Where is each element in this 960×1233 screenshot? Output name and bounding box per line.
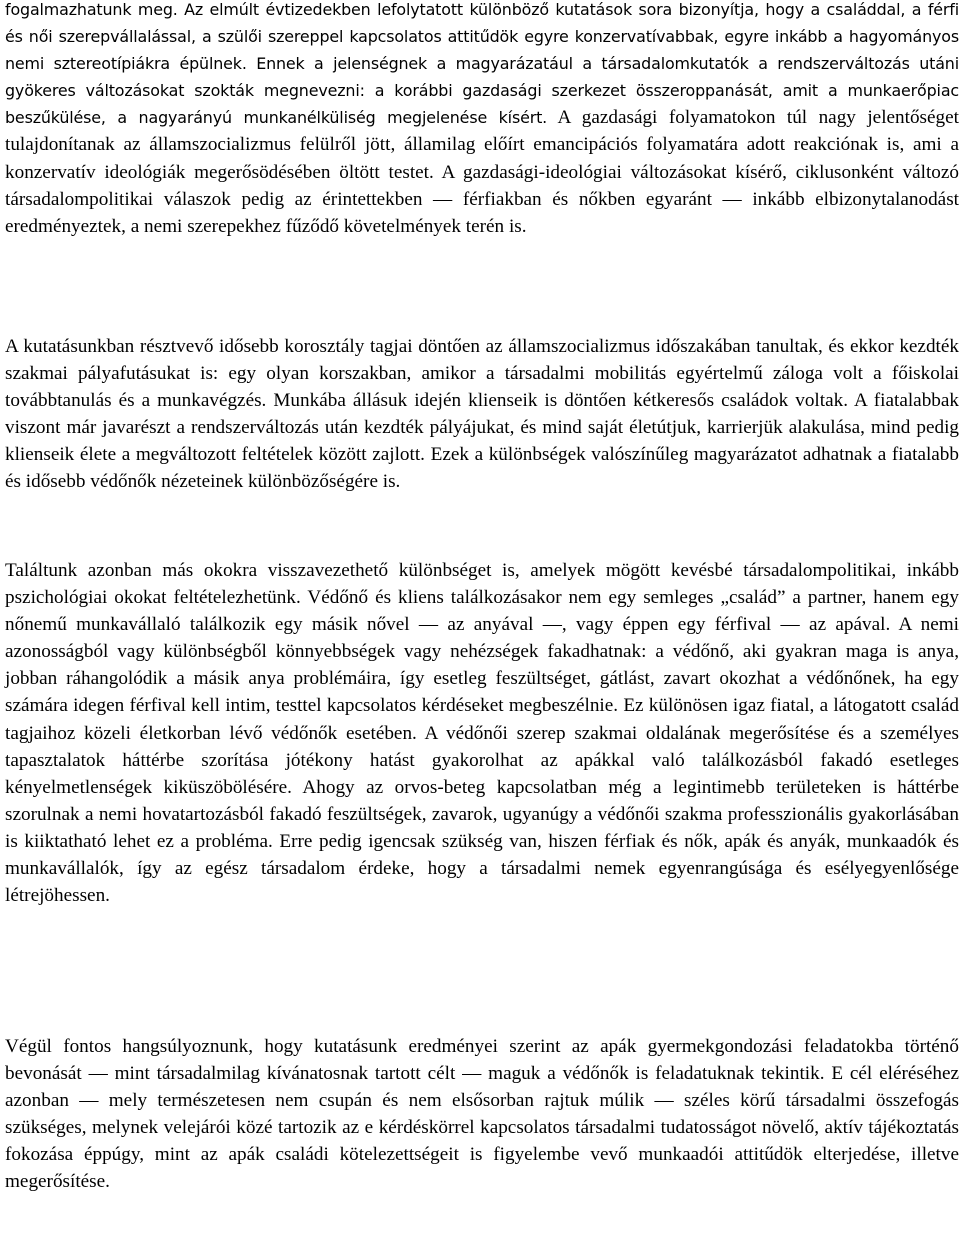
paragraph-1-serif-text: A gazdasági folyamatokon túl nagy jelentőséget tulajdonítanak az államszocializmus felülről jött, államilag előírt emancipációs folyamatára adott reakciónak is, ami a konzervatív ideológiák megerősödésében öltött testet. A gazdasági-ideológiai változásokat kísérő, ciklusonként változó társadalompolitikai válaszok pedig az érintettekben — férfiakban és nőkben egyaránt — inkább elbizonytalanodást eredményeztek, a nemi szerepekhez fűződő követelmények terén is. bbox=[5, 107, 959, 237]
paragraph-3: Találtunk azonban más okokra visszavezethető különbséget is, amelyek mögött kevésbé társadalompolitikai, inkább pszichológiai okokat feltételezhetünk. Védőnő és kliens találkozásakor nem egy semleges „család” a partner, hanem egy nőnemű munkavállaló találkozik egy másik nővel — az anyával —, vagy éppen egy férfival — az apával. A nemi azonosságból vagy különbségből könnyebbségek vagy nehézségek fakadhatnak: a védőnő, aki gyakran maga is anya, jobban ráhangolódik a másik anya problémáira, így esetleg feszültséget, gátlást, zavart okozhat a védőnőnek, ha egy számára idegen férfival kell intim, testtel kapcsolatos kérdéseket megbeszélnie. Ez különösen igaz fiatal, a látogatott család tagjaihoz közeli életkorban lévő védőnők esetében. A védőnői szerep szakmai oldalának megerősítése és a személyes tapasztalatok háttérbe szorítása jótékony hatást gyakorolhat az apákkal való találkozásból fakadó esetleges kényelmetlenségek kiküszöbölésére. Ahogy az orvos-beteg kapcsolatban még a legintimebb területeken is háttérbe szorulnak a nemi hovatartozásból fakadó feszültségek, zavarok, ugyanúgy a védőnői szakma professzionális gyakorlásában is kiiktatható lehet ez a probléma. Erre pedig igencsak szükség van, hiszen férfiak és nők, apák és anyák, munkaadók és munkavállalók, így az egész társadalom érdeke, hogy a társadalmi nemek egyenrangúsága és esélyegyenlősége létrejöhessen. bbox=[5, 560, 959, 907]
paragraph-1 bbox=[5, 0, 959, 240]
paragraph-1-sans-text: fogalmazhatunk meg. Az elmúlt évtizedekben lefolytatott különböző kutatások sora bizonyítja, hogy a családdal, a férfi és női szerepvállalással, a szülői szereppel kapcsolatos attitűdök egyre konzervatívabbak, egyre inkább a hagyományos nemi sztereotípiákra épülnek. Ennek a jelenségnek a magyarázatául a társadalomkutatók a rendszerváltozás utáni gyökeres változásokat szokták megnevezni: a korábbi gazdasági szerkezet összeroppanását, amit a munkaerőpiac beszűkülése, a nagyarányú munkanélküliség megjelenése kísért. bbox=[5, 0, 959, 128]
paragraph-4: Végül fontos hangsúlyoznunk, hogy kutatásunk eredményei szerint az apák gyermekgondozási feladatokba történő bevonását — mint társadalmilag kívánatosnak tartott célt — maguk a védőnők is feladatuknak tekintik. E cél eléréséhez azonban — mely természetesen nem csupán és nem elsősorban rajtuk múlik — széles körű társadalmi összefogás szükséges, melynek velejárói közé tartozik az e kérdéskörrel kapcsolatos társadalmi tudatosságot növelő, aktív tájékoztatás fokozása éppúgy, mint az apák családi kötelezettségeit is figyelembe vevő munkaadói attitűdök elterjedése, illetve megerősítése. bbox=[5, 1036, 959, 1193]
paragraph-2: A kutatásunkban résztvevő idősebb korosztály tagjai döntően az államszocializmus időszakában tanultak, és ekkor kezdték szakmai pályafutásukat is: egy olyan korszakban, amikor a társadalmi mobilitás egyértelmű záloga volt a főiskolai továbbtanulás és a munkavégzés. Munkába állásuk idején klienseik is döntően kétkeresős családok voltak. A fiatalabbak viszont már javarészt a rendszerváltozás után kezdték pályájukat, és mind saját életútjuk, karrierjük alakulása, mind pedig klienseik élete a megváltozott feltételek között zajlott. Ezek a különbségek valószínűleg magyarázatot adhatnak a fiatalabb és idősebb védőnők nézeteinek különbözőségére is. bbox=[5, 336, 959, 493]
